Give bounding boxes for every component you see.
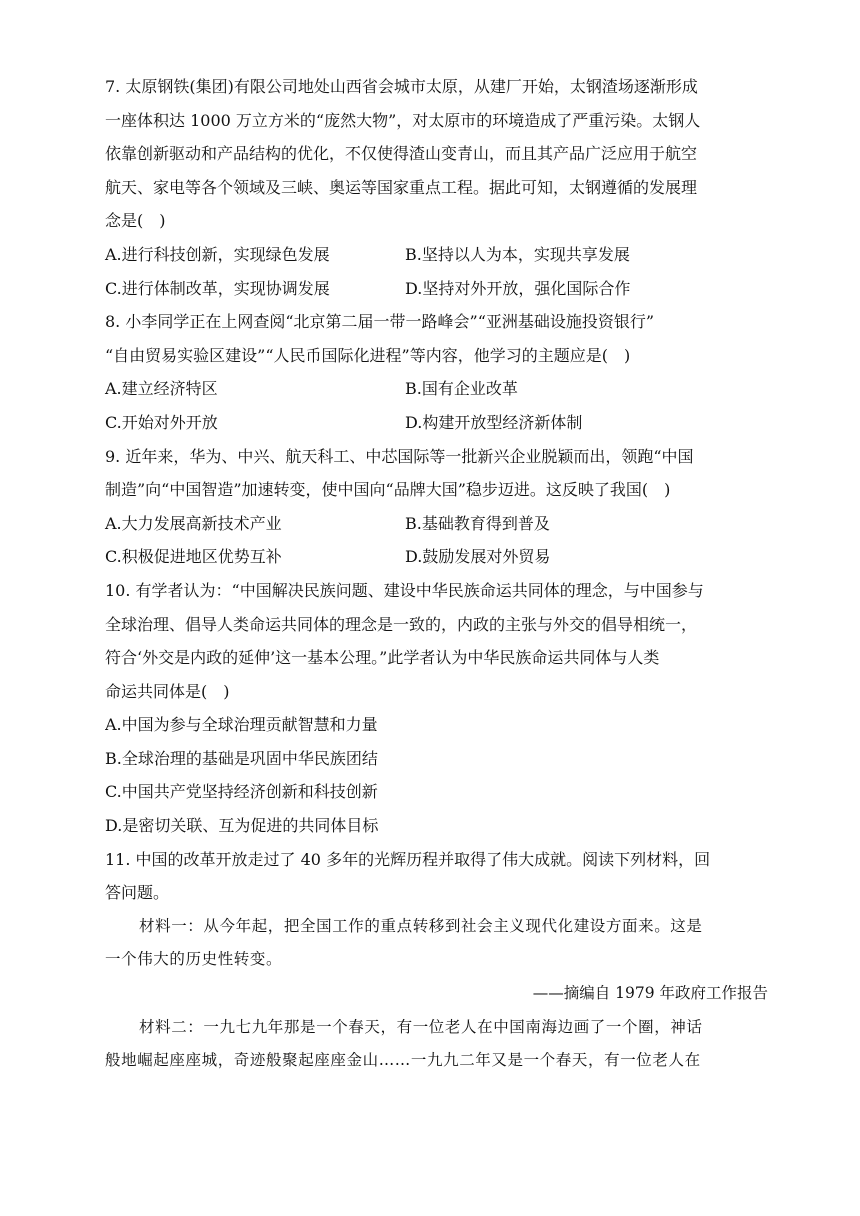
question-9-options-row [105,507,768,541]
option-d: D.构建开放型经济新体制 [405,412,583,432]
question-9-options-row [105,540,768,574]
option-d: D.鼓励发展对外贸易 [405,547,551,567]
question-10-line: 符合‘外交是内政的延伸’这一基本公理。”此学者认为中华民族命运共同体与人类 [105,648,660,668]
question-9 [105,440,768,574]
question-8-line: “自由贸易实验区建设”“人民币国际化进程”等内容，他学习的主题应是( ) [105,345,631,365]
question-7-line: 7. 太原钢铁(集团)有限公司地处山西省会城市太原，从建厂开始，太钢渣场逐渐形成 [105,77,698,96]
question-8-options-row [105,372,768,406]
question-7 [105,70,768,305]
question-7-options-row [105,272,768,306]
option-b: B.全球治理的基础是巩固中华民族团结 [105,748,378,768]
question-8-line: 8. 小李同学正在上网查阅“北京第二届一带一路峰会”“亚洲基础设施投资银行” [105,312,655,332]
option-d: D.是密切关联、互为促进的共同体目标 [105,816,379,836]
question-10 [105,574,768,843]
question-10-line: 10. 有学者认为：“中国解决民族问题、建设中华民族命运共同体的理念，与中国参与 [105,580,704,600]
material-1-line: 材料一：从今年起，把全国工作的重点转移到社会主义现代化建设方面来。这是 [139,916,703,935]
option-b: B.坚持以人为本，实现共享发展 [405,244,630,264]
option-c: C.积极促进地区优势互补 [105,547,282,567]
option-a: A.大力发展高新技术产业 [105,513,282,533]
question-7-line: 依靠创新驱动和产品结构的优化，不仅使得渣山变青山，而且其产品广泛应用于航空 [105,144,698,164]
material-2-line: 般地崛起座座城，奇迹般聚起座座金山……一九九二年又是一个春天，有一位老人在 [105,1051,701,1070]
question-9-line: 制造”向“中国智造”加速转变，使中国向“品牌大国”稳步迈进。这反映了我国( ) [105,480,671,500]
option-b: B.国有企业改革 [405,379,518,399]
option-b: B.基础教育得到普及 [405,513,550,533]
option-a: A.建立经济特区 [105,379,218,399]
option-c: C.开始对外开放 [105,412,218,432]
question-9-line: 9. 近年来，华为、中兴、航天科工、中芯国际等一批新兴企业脱颖而出，领跑“中国 [105,446,694,466]
question-7-line: 航天、家电等各个领域及三峡、奥运等国家重点工程。据此可知，太钢遵循的发展理 [105,177,698,197]
material-2-line: 材料二：一九七九年那是一个春天，有一位老人在中国南海边画了一个圈，神话 [139,1017,703,1036]
question-7-options-row [105,238,768,272]
question-11-line: 11. 中国的改革开放走过了 40 多年的光辉历程并取得了伟大成就。阅读下列材料，回 [105,849,711,869]
material-1-line: 一个伟大的历史性转变。 [105,950,283,969]
option-a: A.中国为参与全球治理贡献智慧和力量 [105,715,378,735]
question-11-line: 答问题。 [105,883,170,903]
option-d: D.坚持对外开放，强化国际合作 [405,278,631,298]
question-7-line: 一座体积达 1000 万立方米的“庞然大物”，对太原市的环境造成了严重污染。太钢人 [105,110,701,130]
question-10-line: 命运共同体是( ) [105,681,230,701]
question-10-line: 全球治理、倡导人类命运共同体的理念是一致的，内政的主张与外交的倡导相统一， [105,614,698,634]
question-8-options-row [105,406,768,440]
material-1-source: ——摘编自 1979 年政府工作报告 [532,984,768,1003]
question-8 [105,305,768,439]
question-7-line: 念是( ) [105,211,166,231]
option-a: A.进行科技创新，实现绿色发展 [105,244,330,264]
option-c: C.中国共产党坚持经济创新和科技创新 [105,782,378,802]
question-11 [105,843,768,1078]
option-c: C.进行体制改革，实现协调发展 [105,278,330,298]
